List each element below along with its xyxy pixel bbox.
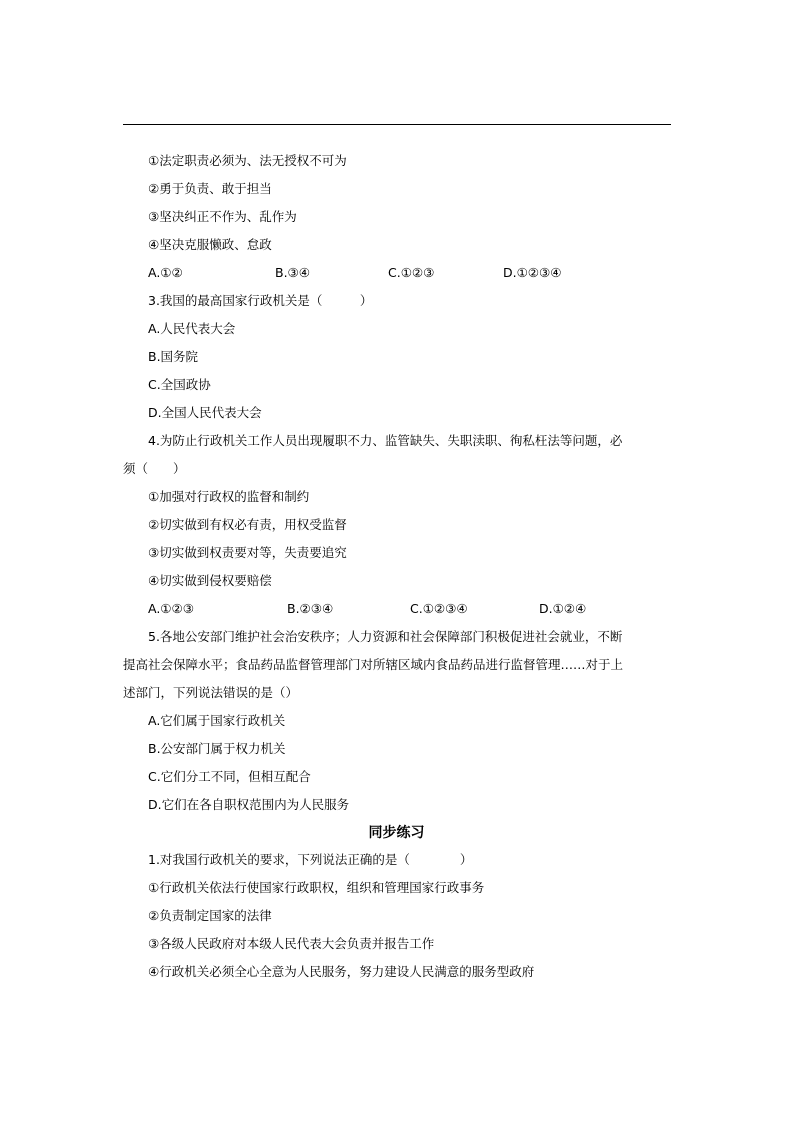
option-a: A.①② (148, 265, 183, 280)
exercise-1-statement-1: ①行政机关依法行使国家行政职权，组织和管理国家行政事务 (148, 880, 485, 895)
statement-3: ③坚决纠正不作为、乱作为 (148, 209, 297, 224)
question-4-stem-cont: 须（ ） (123, 461, 186, 476)
exercise-1-stem: 1.对我国行政机关的要求，下列说法正确的是（ ） (148, 852, 473, 867)
q4-answer-options (0, 601, 793, 617)
option-d: D.①②③④ (503, 265, 562, 280)
question-5-stem: 5.各地公安部门维护社会治安秩序；人力资源和社会保障部门积极促进社会就业，不断 (148, 629, 623, 644)
q4-option-d: D.①②④ (539, 601, 587, 616)
question-3-stem: 3.我国的最高国家行政机关是（ ） (148, 293, 373, 308)
question-5-stem-cont-1: 提高社会保障水平；食品药品监督管理部门对所辖区域内食品药品进行监督管理……对于上 (123, 657, 624, 672)
option-c: C.①②③ (388, 265, 435, 280)
statement-1: ①法定职责必须为、法无授权不可为 (148, 153, 347, 168)
statement-2: ②勇于负责、敢于担当 (148, 181, 272, 196)
exercise-1-statement-3: ③各级人民政府对本级人民代表大会负责并报告工作 (148, 936, 435, 951)
q4-statement-2: ②切实做到有权必有责，用权受监督 (148, 517, 347, 532)
question-5-stem-cont-2: 述部门，下列说法错误的是（） (123, 685, 299, 700)
q4-option-b: B.②③④ (287, 601, 334, 616)
q4-statement-4: ④切实做到侵权要赔偿 (148, 573, 272, 588)
q5-option-d: D.它们在各自职权范围内为人民服务 (148, 797, 350, 812)
q3-option-c: C.全国政协 (148, 377, 211, 392)
q4-option-c: C.①②③④ (410, 601, 468, 616)
question-4-stem: 4.为防止行政机关工作人员出现履职不力、监管缺失、失职渎职、徇私枉法等问题，必 (148, 433, 623, 448)
section-title: 同步练习 (368, 825, 425, 841)
q5-option-b: B.公安部门属于权力机关 (148, 741, 286, 756)
exercise-1-statement-2: ②负责制定国家的法律 (148, 908, 272, 923)
q3-option-d: D.全国人民代表大会 (148, 405, 262, 420)
option-b: B.③④ (275, 265, 310, 280)
header-rule (123, 124, 671, 125)
answer-options (0, 265, 793, 281)
q4-statement-3: ③切实做到权责要对等，失责要追究 (148, 545, 347, 560)
q3-option-b: B.国务院 (148, 349, 199, 364)
q4-option-a: A.①②③ (148, 601, 194, 616)
q3-option-a: A.人民代表大会 (148, 321, 236, 336)
q5-option-c: C.它们分工不同，但相互配合 (148, 769, 311, 784)
statement-4: ④坚决克服懒政、怠政 (148, 237, 272, 252)
q5-option-a: A.它们属于国家行政机关 (148, 713, 286, 728)
q4-statement-1: ①加强对行政权的监督和制约 (148, 489, 310, 504)
exercise-1-statement-4: ④行政机关必须全心全意为人民服务，努力建设人民满意的服务型政府 (148, 964, 535, 979)
